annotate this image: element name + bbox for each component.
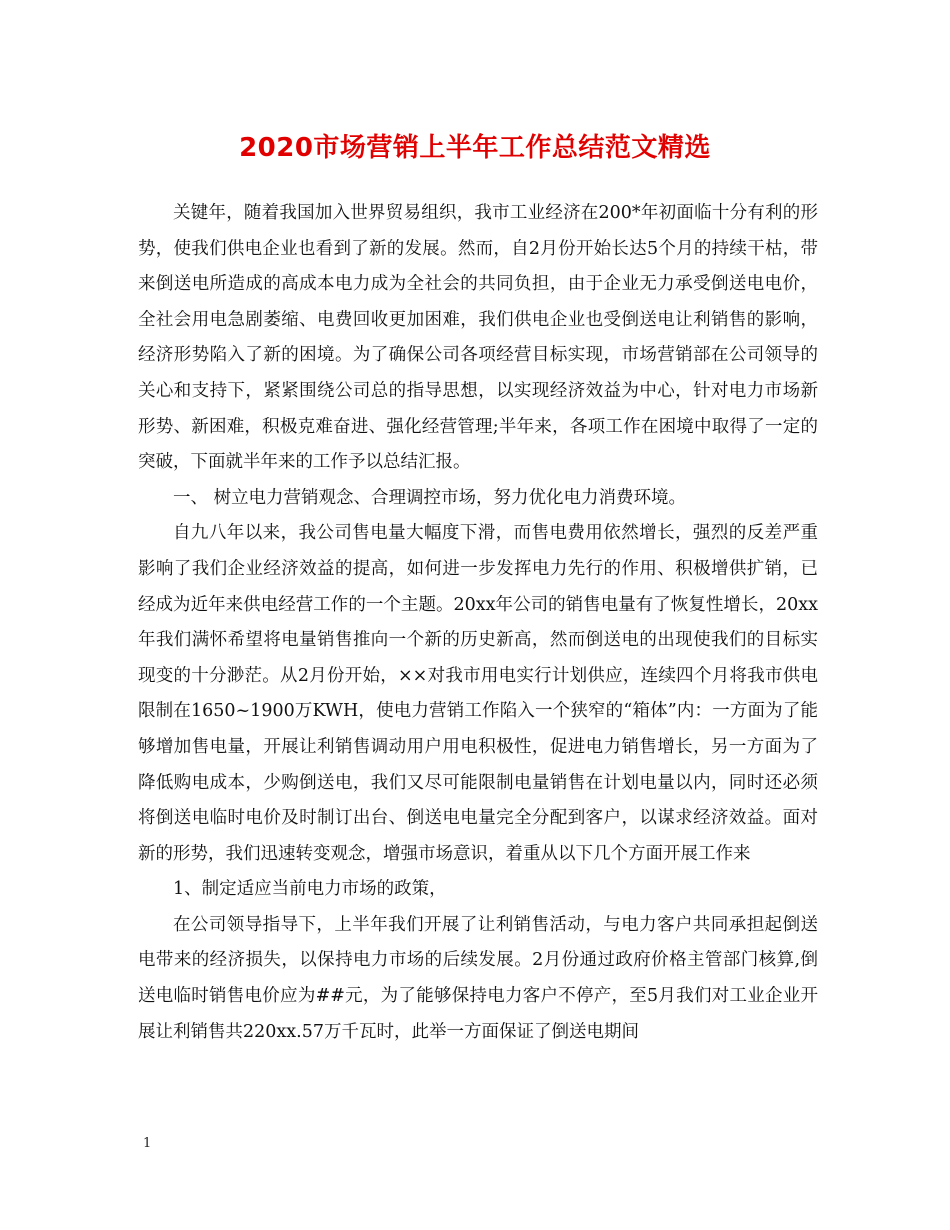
page-title: 2020市场营销上半年工作总结范文精选: [239, 133, 711, 163]
paragraph-policy: 在公司领导指导下，上半年我们开展了让利销售活动，与电力客户共同承担起倒送电带来的经济损失，以保持电力市场的后续发展。2月份通过政府价格主管部门核算,倒送电临时销售电价应为##元，为了能够保持电力客户不停产，至5月我们对工业企业开展让利销售共220xx.57万千瓦时，此举一方面保证了倒送电期间: [138, 914, 818, 1042]
paragraph-market: 自九八年以来，我公司售电量大幅度下滑，而售电费用依然增长，强烈的反差严重影响了我们企业经济效益的提高，如何进一步发挥电力先行的作用、积极增供扩销，已经成为近年来供电经营工作的一个主题。20xx年公司的销售电量有了恢复性增长，20xx年我们满怀希望将电量销售推向一个新的历史新高，然而倒送电的出现使我们的目标实现变的十分渺茫。从2月份开始，××对我市用电实行计划供应，连续四个月将我市供电限制在1650~1900万KWH，使电力营销工作陷入一个狭窄的“箱体”内：一方面为了能够增加售电量，开展让利销售调动用户用电积极性，促进电力销售增长，另一方面为了降低购电成本，少购倒送电，我们又尽可能限制电量销售在计划电量以内，同时还必须将倒送电临时电价及时制订出台、倒送电电量完全分配到客户，以谋求经济效益。面对新的形势，我们迅速转变观念，增强市场意识，着重从以下几个方面开展工作来: [138, 523, 818, 864]
paragraph-intro: 关键年，随着我国加入世界贸易组织，我市工业经济在200*年初面临十分有利的形势，使我们供电企业也看到了新的发展。然而，自2月份开始长达5个月的持续干枯，带来倒送电所造成的高成本电力成为全社会的共同负担，由于企业无力承受倒送电电价，全社会用电急剧萎缩、电费回收更加困难，我们供电企业也受倒送电让利销售的影响，经济形势陷入了新的困境。为了确保公司各项经营目标实现，市场营销部在公司领导的关心和支持下，紧紧围绕公司总的指导思想，以实现经济效益为中心，针对电力市场新形势、新困难，积极克难奋进、强化经营管理;半年来，各项工作在困境中取得了一定的突破，下面就半年来的工作予以总结汇报。: [138, 203, 818, 473]
section-heading-1: 一、 树立电力营销观念、合理调控市场，努力优化电力消费环境。: [173, 487, 687, 508]
document-body: [138, 196, 818, 1050]
subsection-heading-1: 1、制定适应当前电力市场的政策，: [173, 879, 447, 900]
page-number: 1: [143, 1136, 152, 1151]
